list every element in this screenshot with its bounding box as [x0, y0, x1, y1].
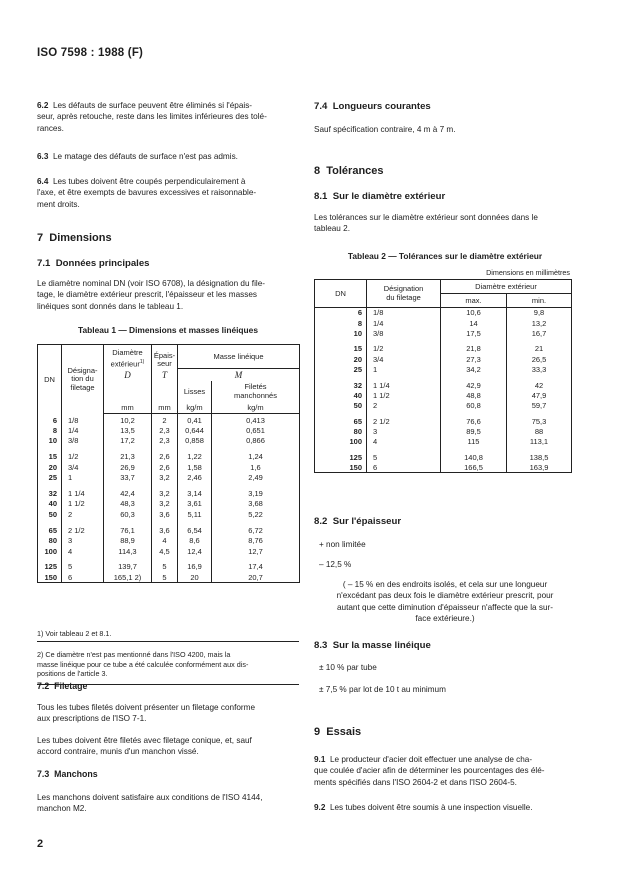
table-row	[315, 452, 572, 462]
table-cell: 48,3	[104, 499, 152, 510]
table-cell: 1 1/2	[62, 499, 104, 510]
table-cell: 80	[353, 427, 362, 437]
table-cell: 26,9	[104, 462, 152, 473]
table-row	[38, 451, 300, 462]
table-cell: 14	[441, 318, 507, 328]
table-cell: 2,3	[152, 425, 178, 436]
mass-tolerance-tube: ± 10 % par tube	[319, 663, 377, 672]
table-cell: 8	[52, 425, 57, 435]
paragraph-7-3: Les manchons doivent satisfaire aux conditions de l'ISO 4144, manchon M2.	[37, 793, 263, 814]
table-cell: 32	[353, 380, 362, 390]
table-cell: 1	[62, 472, 104, 483]
table-cell: 20,7	[212, 572, 300, 583]
table-cell: 10	[353, 328, 362, 338]
table-cell: 140,8	[441, 452, 507, 462]
table-cell: 1/4	[62, 425, 104, 436]
paragraph-8-2-note: ( – 15 % en des endroits isolés, et cela sur une longueur n'excédant pas deux fois le diamètre extérieur prescrit, pour autant que cette diminution d'épaisseur n'affecte que la sur- face extérieure.)	[336, 580, 554, 623]
table-cell: 17,5	[441, 328, 507, 338]
table-cell: 100	[44, 546, 57, 556]
paragraph-7-1: Le diamètre nominal DN (voir ISO 6708), la désignation du file- tage, le diamètre extérieur prescrit, l'épaisseur et les masses linéiques sont donnés dans le tableau 1.	[37, 279, 265, 311]
table-cell: 13,5	[104, 425, 152, 436]
paragraph-7-4: Sauf spécification contraire, 4 m à 7 m.	[314, 125, 456, 134]
table-cell: 5	[367, 452, 441, 462]
table-2-unit-note: Dimensions en millimètres	[486, 268, 570, 277]
table-row	[315, 344, 572, 354]
table-row	[315, 354, 572, 364]
table-row	[38, 472, 300, 483]
paragraph-9-2: 9.2 Les tubes doivent être soumis à une inspection visuelle.	[314, 803, 533, 812]
table-cell: 2	[367, 401, 441, 411]
table-cell: 3	[62, 535, 104, 546]
table-cell: 1/4	[367, 318, 441, 328]
table-cell: 34,2	[441, 364, 507, 374]
table-cell: 5	[152, 572, 178, 583]
table-row	[38, 525, 300, 536]
table-cell: 2,6	[152, 451, 178, 462]
col-diametre-header: Diamètre extérieur$^{1)}$	[104, 345, 152, 369]
col-masse-header: Masse linéique	[178, 345, 300, 369]
table-cell: 6,72	[212, 525, 300, 536]
table-cell: 5,22	[212, 509, 300, 520]
document-header: ISO 7598 : 1988 (F)	[37, 47, 144, 59]
table-cell: 5	[152, 562, 178, 573]
table-cell: 16,7	[507, 328, 572, 338]
table-cell: 12,4	[178, 546, 212, 557]
table-cell: 21,3	[104, 451, 152, 462]
table-cell: 125	[44, 562, 57, 572]
table-1: DN Désigna- tion du filetage Diamètre extérieur$^{1)}$ Épais- seur Masse linéique D T M Lisses Filetés manchonnés mm mm kg/m kg/m 6 1/8 10,2 2 0,41 0,413 8 1/4 13,5 2,3 0,644 0,651 10 3/8 17,2 2,3 0,858 0,866 15 1/2 21,3 2,6 1,22 1,24 20 3/4 26,9 2,6 1,58 1,6 25 1 33,7 3,2 2,46 2,49 32 1 1/4 42,4 3,2 3,14 3,19 40 1 1/2 48,3 3,2 3,61 3,68 50 2 60,3 3,6 5,11 5,22 65 2 1/2 76,1 3,6 6,54 6,72 80 3 88,9 4 8,6 8,76 100 4 114,3 4,5 12,4 12,7 125 5 139,7 5 16,9 17,4 150 6 165,1 2) 5 20 20,7	[37, 344, 299, 583]
table-cell: 2 1/2	[367, 416, 441, 426]
tolerance-minus: – 12,5 %	[319, 560, 352, 569]
table-cell: 65	[353, 416, 362, 426]
table-cell: 10	[48, 436, 57, 446]
table-cell: 166,5	[441, 463, 507, 473]
table-cell: 13,2	[507, 318, 572, 328]
table-cell: 1,22	[178, 451, 212, 462]
table-cell: 17,2	[104, 436, 152, 447]
table-cell: 115	[441, 437, 507, 447]
table-cell: 42,4	[104, 488, 152, 499]
table-cell: 4	[152, 535, 178, 546]
table-cell: 2	[152, 414, 178, 426]
table-cell: 1/8	[367, 308, 441, 318]
table-cell: 3,14	[178, 488, 212, 499]
table-cell: 2	[62, 509, 104, 520]
table-row	[38, 425, 300, 436]
section-8-1-heading: 8.1 Sur le diamètre extérieur	[314, 191, 446, 202]
table-cell: 60,3	[104, 509, 152, 520]
table-cell: 12,7	[212, 546, 300, 557]
table-1-caption: Tableau 1 — Dimensions et masses linéiques	[78, 325, 258, 335]
table-row	[315, 416, 572, 426]
paragraph-8-1: Les tolérances sur le diamètre extérieur sont données dans le tableau 2.	[314, 213, 538, 234]
table-cell: 33,7	[104, 472, 152, 483]
table-cell: 59,7	[507, 401, 572, 411]
table-cell: 0,651	[212, 425, 300, 436]
table-cell: 4	[367, 437, 441, 447]
section-7-3-heading: 7.3 Manchons	[37, 769, 98, 779]
table-cell: 6	[62, 572, 104, 583]
table-cell: 150	[349, 463, 362, 473]
table-cell: 1/8	[62, 414, 104, 426]
table-cell: 47,9	[507, 390, 572, 400]
table-cell: 21	[507, 344, 572, 354]
table-cell: 0,866	[212, 436, 300, 447]
table-cell: 3,6	[152, 525, 178, 536]
table-cell: 6	[357, 308, 362, 318]
table-cell: 15	[353, 344, 362, 354]
table-row	[315, 401, 572, 411]
section-7-1-heading: 7.1 Données principales	[37, 258, 150, 269]
table-cell: 48,8	[441, 390, 507, 400]
section-7-heading: 7 Dimensions	[37, 232, 112, 244]
t2-designation-header: Désignation du filetage	[367, 280, 441, 308]
table-cell: 114,3	[104, 546, 152, 557]
table-cell: 50	[353, 401, 362, 411]
table-row	[38, 562, 300, 573]
table-row	[315, 308, 572, 318]
paragraph-6-2: 6.2 Les défauts de surface peuvent être éliminés si l'épais- seur, après retouche, reste dans les limites inférieures des tolé- rances.	[37, 101, 267, 133]
table-row	[315, 380, 572, 390]
table-cell: 6,54	[178, 525, 212, 536]
table-cell: 2,3	[152, 436, 178, 447]
table-cell: 40	[353, 390, 362, 400]
table-row	[315, 318, 572, 328]
paragraph-7-2-a: Tous les tubes filetés doivent présenter un filetage conforme aux prescriptions de l'ISO 7-1.	[37, 703, 256, 724]
table-cell: 60,8	[441, 401, 507, 411]
table-cell: 0,41	[178, 414, 212, 426]
table-cell: 17,4	[212, 562, 300, 573]
section-9-heading: 9 Essais	[314, 726, 362, 738]
table-cell: 3,19	[212, 488, 300, 499]
table-row	[38, 509, 300, 520]
table-cell: 89,5	[441, 426, 507, 436]
table-cell: 3,2	[152, 488, 178, 499]
table-cell: 5	[62, 562, 104, 573]
table-cell: 3,61	[178, 499, 212, 510]
table-cell: 0,413	[212, 414, 300, 426]
table-row	[38, 462, 300, 473]
table-cell: 1,24	[212, 451, 300, 462]
table-cell: 3,6	[152, 509, 178, 520]
table-cell: 163,9	[507, 463, 572, 473]
table-cell: 16,9	[178, 562, 212, 573]
table-row	[315, 390, 572, 400]
paragraph-6-4: 6.4 Les tubes doivent être coupés perpendiculairement à l'axe, et être exempts de bavures excessives et raisonnable- ment droits.	[37, 177, 257, 209]
table-cell: 1	[367, 364, 441, 374]
t2-dn-header: DN	[335, 289, 346, 298]
table-cell: 2 1/2	[62, 525, 104, 536]
table-cell: 100	[349, 437, 362, 447]
table-cell: 10,6	[441, 308, 507, 318]
table-2-caption: Tableau 2 — Tolérances sur le diamètre extérieur	[347, 251, 543, 261]
section-7-4-heading: 7.4 Longueurs courantes	[314, 101, 431, 112]
table-cell: 33,3	[507, 364, 572, 374]
table-cell: 150	[44, 572, 57, 582]
table-row	[38, 499, 300, 510]
section-8-heading: 8 Tolérances	[314, 165, 384, 177]
section-7-2-heading: 7.2 Filetage	[37, 681, 88, 691]
tolerance-plus: + non limitée	[319, 540, 366, 549]
table-row	[38, 572, 300, 583]
table-row	[38, 436, 300, 447]
table-2: DN Désignation du filetage Diamètre extérieur max. min. 6 1/8 10,6 9,8 8 1/4 14 13,2 10 3/8 17,5 16,7 15 1/2 21,8 21 20 3/4 27,3 26,5 25 1 34,2 33,3 32 1 1/4 42,9 42 40 1 1/2 48,8 47,9 50 2 60,8 59,7 65 2 1/2 76,6 75,3 80 3 89,5 88 100 4 115 113,1 125 5 140,8 138,5 150 6 166,5 163,9	[314, 279, 572, 473]
table-cell: 8,6	[178, 535, 212, 546]
table-cell: 1 1/4	[62, 488, 104, 499]
section-8-2-heading: 8.2 Sur l'épaisseur	[314, 516, 402, 527]
table-cell: 80	[48, 536, 57, 546]
table-cell: 1/2	[367, 344, 441, 354]
table-cell: 3,2	[152, 472, 178, 483]
table-cell: 139,7	[104, 562, 152, 573]
table-cell: 25	[353, 365, 362, 375]
paragraph-6-3: 6.3 Le matage des défauts de surface n'est pas admis.	[37, 152, 238, 161]
table-cell: 50	[48, 509, 57, 519]
table-cell: 65	[48, 525, 57, 535]
table-row	[315, 328, 572, 338]
table-cell: 5,11	[178, 509, 212, 520]
table-cell: 20	[178, 572, 212, 583]
table-cell: 113,1	[507, 437, 572, 447]
table-row	[315, 426, 572, 436]
table-cell: 42	[507, 380, 572, 390]
page-number: 2	[37, 838, 44, 850]
table-cell: 3,2	[152, 499, 178, 510]
table-cell: 2,6	[152, 462, 178, 473]
table-row	[38, 488, 300, 499]
clause-number: 6.2	[37, 101, 49, 110]
table-cell: 20	[353, 354, 362, 364]
table-cell: 0,644	[178, 425, 212, 436]
table-cell: 3,68	[212, 499, 300, 510]
table-cell: 20	[48, 462, 57, 472]
table-cell: 76,6	[441, 416, 507, 426]
col-designation-header: Désigna- tion du filetage	[62, 345, 104, 414]
table-cell: 88,9	[104, 535, 152, 546]
table-cell: 26,5	[507, 354, 572, 364]
table-row	[38, 414, 300, 426]
table-cell: 8,76	[212, 535, 300, 546]
table-1-footnote-2: 2) Ce diamètre n'est pas mentionné dans l'ISO 4200, mais la masse linéique pour ce tube a été calculée conformément aux dis- positions de l'article 3.	[37, 650, 249, 679]
table-cell: 25	[48, 473, 57, 483]
table-cell: 3/8	[62, 436, 104, 447]
table-cell: 165,1 2)	[104, 572, 152, 583]
table-cell: 1 1/4	[367, 380, 441, 390]
table-cell: 15	[48, 451, 57, 461]
table-row	[315, 437, 572, 447]
table-cell: 2,49	[212, 472, 300, 483]
table-cell: 1 1/2	[367, 390, 441, 400]
table-cell: 138,5	[507, 452, 572, 462]
table-row	[315, 463, 572, 473]
paragraph-7-2-b: Les tubes doivent être filetés avec filetage conique, et, sauf accord contraire, munis d'un manchon vissé.	[37, 736, 252, 757]
table-cell: 1/2	[62, 451, 104, 462]
table-cell: 2,46	[178, 472, 212, 483]
table-row	[38, 535, 300, 546]
table-cell: 3/4	[367, 354, 441, 364]
table-cell: 21,8	[441, 344, 507, 354]
table-cell: 0,858	[178, 436, 212, 447]
table-cell: 76,1	[104, 525, 152, 536]
table-cell: 40	[48, 499, 57, 509]
table-cell: 88	[507, 426, 572, 436]
paragraph-9-1: 9.1 Le producteur d'acier doit effectuer une analyse de cha- que coulée d'acier afin de déterminer les pourcentages des élé- ments spécifiés dans l'ISO 2604-2 et dans l'ISO 2604-5.	[314, 755, 545, 787]
table-cell: 32	[48, 488, 57, 498]
table-row	[38, 546, 300, 557]
table-cell: 3/4	[62, 462, 104, 473]
section-8-3-heading: 8.3 Sur la masse linéique	[314, 640, 431, 651]
table-cell: 3/8	[367, 328, 441, 338]
table-cell: 10,2	[104, 414, 152, 426]
table-cell: 1,58	[178, 462, 212, 473]
table-cell: 1,6	[212, 462, 300, 473]
table-cell: 42,9	[441, 380, 507, 390]
mass-tolerance-lot: ± 7,5 % par lot de 10 t au minimum	[319, 685, 446, 694]
table-cell: 125	[349, 452, 362, 462]
table-cell: 4	[62, 546, 104, 557]
table-cell: 3	[367, 426, 441, 436]
col-dn-header: DN	[44, 374, 55, 384]
table-cell: 75,3	[507, 416, 572, 426]
table-cell: 6	[52, 415, 57, 425]
table-cell: 9,8	[507, 308, 572, 318]
col-epaisseur-header: Épais- seur	[152, 345, 178, 369]
t2-diam-header: Diamètre extérieur	[441, 280, 572, 294]
table-1-footnote-1: 1) Voir tableau 2 et 8.1.	[37, 629, 112, 638]
table-cell: 6	[367, 463, 441, 473]
table-cell: 27,3	[441, 354, 507, 364]
table-row	[315, 364, 572, 374]
table-cell: 4,5	[152, 546, 178, 557]
table-cell: 8	[357, 318, 362, 328]
